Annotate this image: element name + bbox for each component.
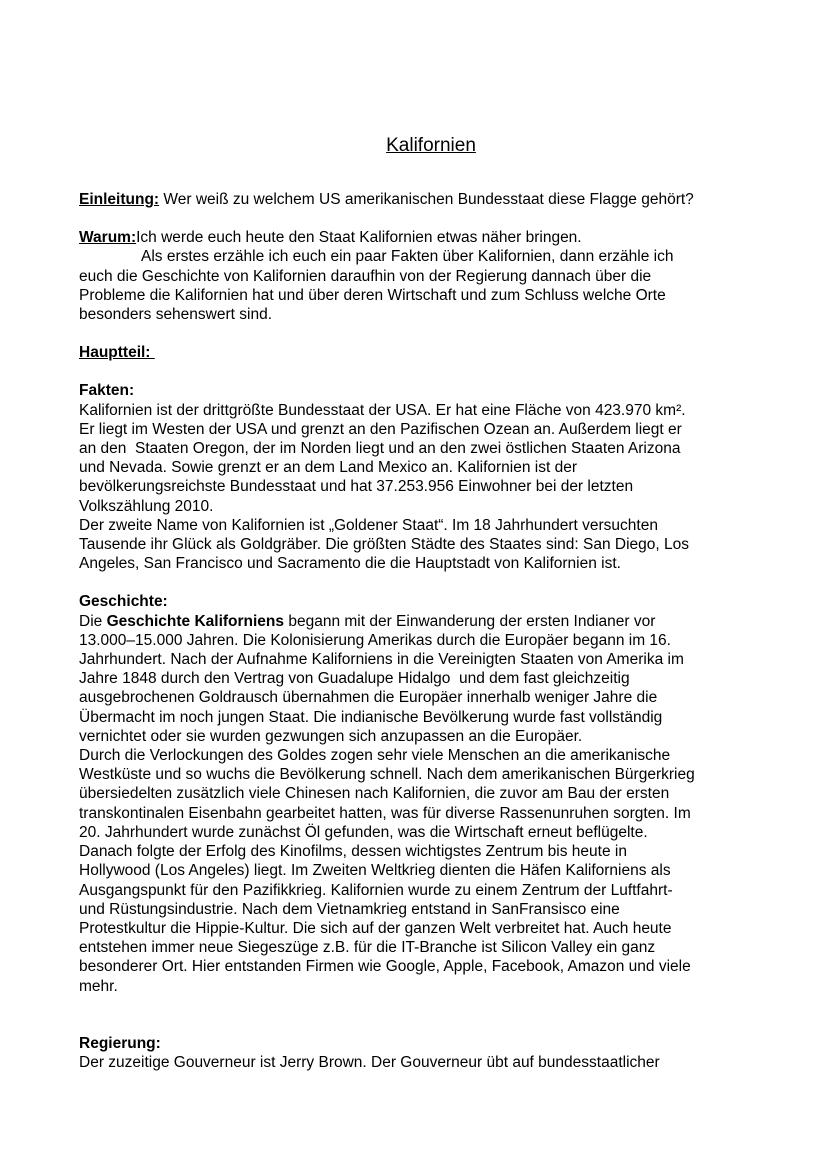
paragraph-line: Jahre 1848 durch den Vertrag von Guadalupe Hidalgo und dem fast gleichzeitig [79,670,630,688]
paragraph-line: 20. Jahrhundert wurde zunächst Öl gefunden, was die Wirtschaft erneut beflügelte. [79,823,648,841]
page-title: Kalifornien [386,135,476,156]
paragraph-line: Der zweite Name von Kalifornien ist „Goldener Staat“. Im 18 Jahrhundert versuchten [79,516,658,534]
paragraph-line: Volkszählung 2010. [79,497,214,515]
einleitung-line [79,190,758,209]
warum-text: Ich werde euch heute den Staat Kalifornien etwas näher bringen. [136,229,582,247]
warum-label: Warum: [79,229,137,247]
paragraph-line: Als erstes erzähle ich euch ein paar Fakten über Kalifornien, dann erzähle ich [141,248,674,266]
paragraph-line: Westküste und so wuchs die Bevölkerung schnell. Nach dem amerikanischen Bürgerkrieg [79,766,695,784]
paragraph-line: entstehen immer neue Siegeszüge z.B. für die IT-Branche ist Silicon Valley ein ganz [79,939,656,957]
einleitung-text: Wer weiß zu welchem US amerikanischen Bundesstaat diese Flagge gehört? [159,191,694,208]
paragraph-line: besonderer Ort. Hier entstanden Firmen wie Google, Apple, Facebook, Amazon und viele [79,958,691,976]
geschichte-heading: Geschichte: [79,593,168,611]
einleitung-label: Einleitung: [79,191,160,208]
paragraph-line: übersiedelten zusätzlich viele Chinesen nach Kalifornien, die zuvor am Bau der ersten [79,785,670,803]
paragraph-line: vernichtet oder sie wurden gezwungen sich anzupassen an die Europäer. [79,727,583,745]
geschichte-first-pre: Die [79,612,107,630]
paragraph-line: bevölkerungsreichste Bundesstaat und hat 37.253.956 Einwohner bei der letzten [79,478,634,496]
paragraph-line: und Nevada. Sowie grenzt er an dem Land Mexico an. Kalifornien ist der [79,459,578,477]
warum-line [79,228,758,247]
paragraph-line: Der zuzeitige Gouverneur ist Jerry Brown. Der Gouverneur übt auf bundesstaatlicher [79,1053,660,1071]
paragraph-line: 13.000–15.000 Jahren. Die Kolonisierung Amerikas durch die Europäer begann im 16. [79,631,671,649]
paragraph-line: Übermacht im noch jungen Staat. Die indianische Bevölkerung wurde fast vollständig [79,708,663,726]
paragraph-line: transkontinalen Eisenbahn gearbeitet hatten, was für diverse Rassenunruhen sorgten. Im [79,804,691,822]
paragraph-line: Tausende ihr Glück als Goldgräber. Die größten Städte des Staates sind: San Diego, Los [79,536,690,554]
geschichte-first-line [79,612,758,631]
regierung-heading: Regierung: [79,1034,161,1052]
paragraph-line: an den Staaten Oregon, der im Norden liegt und an den zwei östlichen Staaten Arizona [79,440,681,458]
geschichte-first-post: begann mit der Einwanderung der ersten Indianer vor [284,612,656,630]
paragraph-line: Hollywood (Los Angeles) liegt. Im Zweiten Weltkrieg dienten die Häfen Kaliforniens als [79,862,671,880]
paragraph-line: ausgebrochenen Goldrausch übernahmen die Europäer innerhalb weniger Jahre die [79,689,658,707]
geschichte-first-bold: Geschichte Kaliforniens [106,612,285,630]
paragraph-line: Probleme die Kalifornien hat und über deren Wirtschaft und zum Schluss welche Orte [79,286,666,304]
hauptteil-heading: Hauptteil: [79,344,155,362]
paragraph-line: euch die Geschichte von Kalifornien daraufhin von der Regierung dannach über die [79,267,652,285]
paragraph-line: Angeles, San Francisco und Sacramento die die Hauptstadt von Kalifornien ist. [79,555,621,573]
paragraph-line: mehr. [79,977,118,995]
paragraph-line: Er liegt im Westen der USA und grenzt an den Pazifischen Ozean an. Außerdem liegt er [79,420,682,438]
paragraph-line: Protestkultur die Hippie-Kultur. Die sich auf der ganzen Welt verbreitet hat. Auch heute [79,919,672,937]
paragraph-line: Kalifornien ist der drittgrößte Bundesstaat der USA. Er hat eine Fläche von 423.970 km². [79,401,686,419]
paragraph-line: Jahrhundert. Nach der Aufnahme Kaliforniens in die Vereinigten Staaten von Amerika im [79,651,684,669]
paragraph-line: besonders sehenswert sind. [79,306,273,324]
paragraph-line: und Rüstungsindustrie. Nach dem Vietnamkrieg entstand in SanFransisco eine [79,900,620,918]
fakten-heading: Fakten: [79,382,135,400]
paragraph-line: Danach folgte der Erfolg des Kinofilms, dessen wichtigstes Zentrum bis heute in [79,843,627,861]
paragraph-line: Durch die Verlockungen des Goldes zogen sehr viele Menschen an die amerikanische [79,747,671,765]
paragraph-line: Ausgangspunkt für den Pazifikkrieg. Kalifornien wurde zu einem Zentrum der Luftfahrt- [79,881,673,899]
